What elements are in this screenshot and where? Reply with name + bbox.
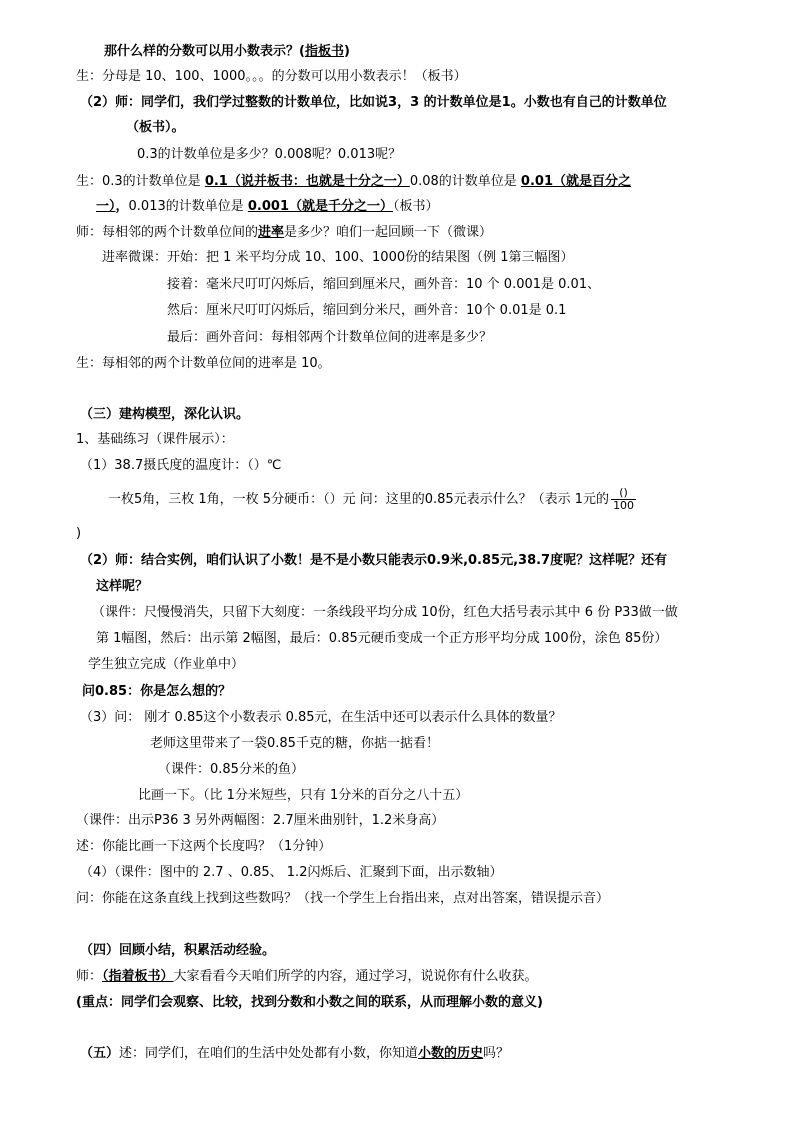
line-3: （2）师：同学们，我们学过整数的计数单位，比如说3，3 的计数单位是1。小数也有自己的计数单位 <box>80 95 667 110</box>
text: 0.013的计数单位是 <box>128 199 248 214</box>
line-21: （课件：尺慢慢消失，只留下大刻度：一条线段平均分成 10份，红色大括号表示其中 6 份 P33做一做 <box>92 605 678 620</box>
line-11: 然后：厘米尺叮叮闪烁后，缩回到分米尺，画外音：10个 0.01是 0.1 <box>167 303 567 318</box>
line-34 <box>76 969 538 985</box>
line-35: (重点：同学们会观察、比较，找到分数和小数之间的联系，从而理解小数的意义) <box>76 995 543 1010</box>
line-2: 生：分母是 10、100、1000。。。的分数可以用小数表示！（板书） <box>76 69 467 84</box>
line-12: 最后：画外音问：每相邻两个计数单位间的进率是多少？ <box>167 330 493 345</box>
fraction <box>611 487 636 512</box>
text: 那什么样的分数可以用小数表示？( <box>104 44 305 59</box>
fraction-numerator: () <box>611 487 636 500</box>
section-3-heading: （三）建构模型，深化认识。 <box>80 407 250 422</box>
line-15: 1、基础练习（课件展示）： <box>76 432 234 447</box>
underlined-text: 一） <box>96 199 116 214</box>
underlined-text: 0.1（说并板书：也就是十分之一） <box>204 174 410 189</box>
line-28: 比画一下。（比 1分米短些，只有 1分米的百分之八十五） <box>138 788 469 803</box>
underlined-text: 0.001（就是千分之一） <box>247 199 394 214</box>
text: 生：0.3的计数单位是 <box>76 174 205 189</box>
text: ) <box>343 44 350 59</box>
text: 师：每相邻的两个计数单位间的 <box>76 225 259 240</box>
text: 大家看看今天咱们所学的内容，通过学习，说说你有什么收获。 <box>173 969 538 984</box>
underlined-text: 小数的历史 <box>418 1046 484 1061</box>
line-31: （4）（课件：图中的 2.7 、0.85、 1.2闪烁后、汇聚到下面，出示数轴） <box>80 865 503 880</box>
line-7 <box>96 199 439 215</box>
line-27: （课件：0.85分米的鱼） <box>158 762 304 777</box>
text: 是多少？咱们一起回顾一下（微课） <box>284 225 493 240</box>
line-6 <box>76 174 631 190</box>
text: 述：同学们，在咱们的生活中处处都有小数，你知道 <box>119 1046 419 1061</box>
line-29: （课件：出示P36 3 另外两幅图：2.7厘米曲别针，1.2米身高） <box>76 813 445 828</box>
line-1 <box>104 44 350 60</box>
text: 师： <box>76 969 103 984</box>
underlined-text: 指板书 <box>304 44 344 59</box>
line-32: 问：你能在这条直线上找到这些数吗？（找一个学生上台指出来，点对出答案，错误提示音） <box>76 891 610 906</box>
line-25: （3）问： 刚才 0.85这个小数表示 0.85元，在生活中还可以表示什么具体的数量？ <box>80 710 562 725</box>
line-5: 0.3的计数单位是多少？0.008呢？0.013呢？ <box>137 147 402 162</box>
line-22: 第 1幅图，然后：出示第 2幅图，最后：0.85元硬币变成一个正方形平均分成 100份，涂色 85份） <box>96 631 668 646</box>
line-18: ) <box>76 526 82 541</box>
fraction-denominator: 100 <box>613 499 635 512</box>
line-16: （1）38.7摄氏度的温度计：（）℃ <box>80 458 282 473</box>
text: 吗？ <box>483 1046 510 1061</box>
line-23: 学生独立完成（作业单中） <box>88 657 245 672</box>
text: ， <box>115 199 129 214</box>
line-20: 这样呢？ <box>96 579 149 594</box>
line-19: （2）师：结合实例，咱们认识了小数！是不是小数只能表示0.9米,0.85元,38.7度呢？这样呢？还有 <box>80 553 668 568</box>
section-4-heading: （四）回顾小结，积累活动经验。 <box>80 943 276 958</box>
underlined-text: 进率 <box>258 225 285 240</box>
line-13: 生：每相邻的两个计数单位间的进率是 10。 <box>76 356 331 371</box>
section-5-heading: （五） <box>80 1046 120 1061</box>
line-30: 述：你能比画一下这两个长度吗？（1分钟） <box>76 839 332 854</box>
line-8 <box>76 225 492 241</box>
underlined-text: 0.01（就是百分之 <box>520 174 631 189</box>
line-36 <box>80 1046 509 1062</box>
text: （板书） <box>393 199 439 214</box>
line-9: 进率微课：开始：把 1 米平均分成 10、100、1000份的结果图（例 1第三幅图） <box>102 250 574 265</box>
line-4: （板书）。 <box>126 120 185 135</box>
line-10: 接着：毫米尺叮叮闪烁后，缩回到厘米尺，画外音：10 个 0.001是 0.01、 <box>167 277 601 292</box>
line-17 <box>108 484 638 516</box>
text: 一枚5角，三枚 1角，一枚 5分硬币：（）元 问：这里的0.85元表示什么？（表示 1元的 <box>108 492 610 507</box>
line-26: 老师这里带来了一袋0.85千克的糖，你掂一掂看！ <box>150 736 439 751</box>
underlined-text: （指着板书） <box>102 969 174 984</box>
text: 0.08的计数单位是 <box>409 174 521 189</box>
line-24: 问0.85：你是怎么想的？ <box>82 684 232 699</box>
